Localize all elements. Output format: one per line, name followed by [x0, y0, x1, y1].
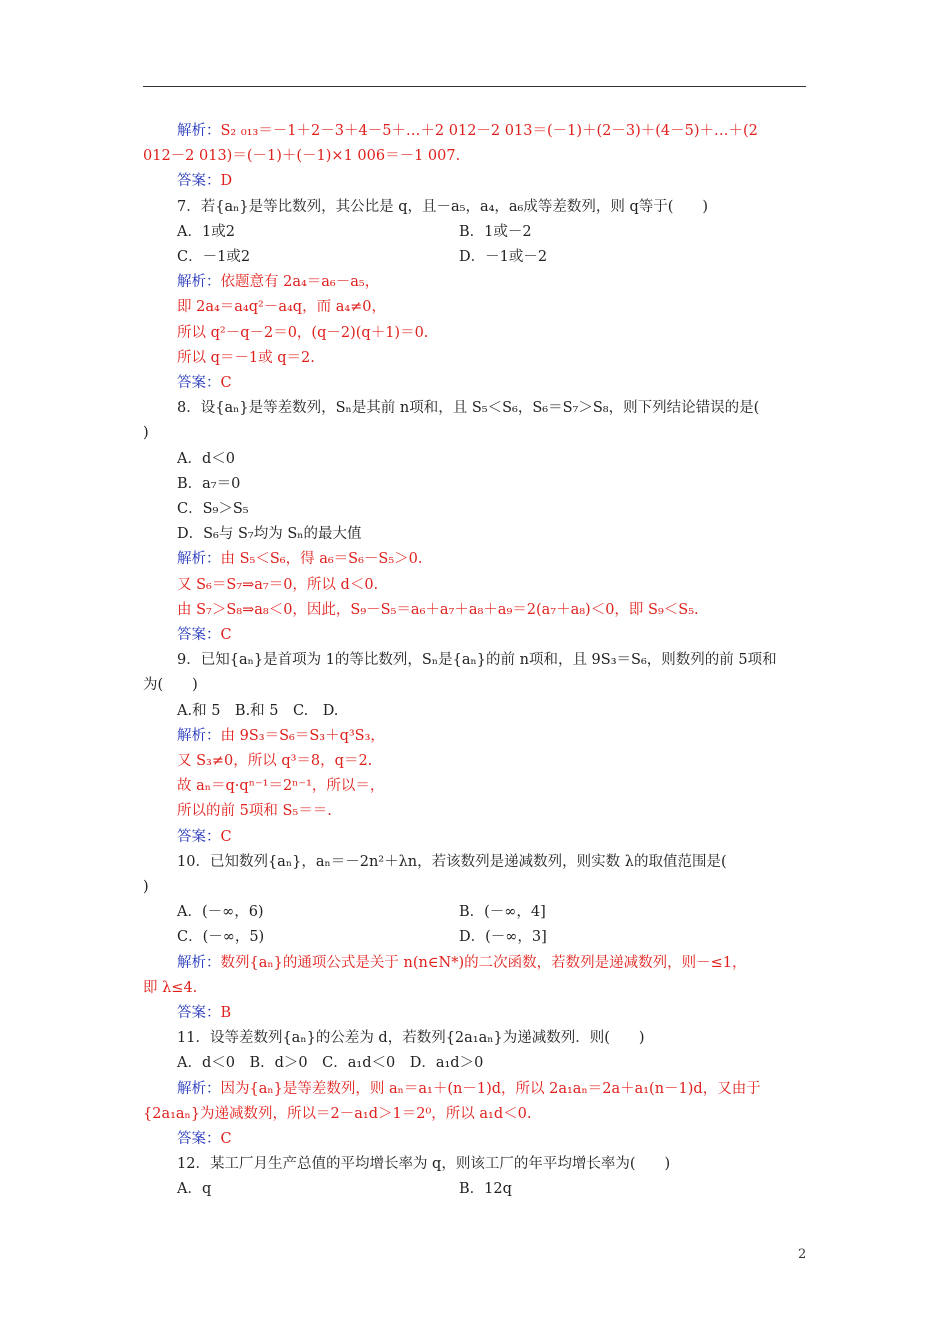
solution-text: 由 S₇＞S₈⇒a₈＜0，因此，S₉－S₅＝a₆＋a₇＋a₈＋a₉＝2(a₇＋a₈)＜0，即 S₉＜S₅. [177, 601, 699, 618]
option-text: A.和 5 B.和 5 C. D. [177, 702, 339, 719]
solution-text: 即 λ≤4. [143, 979, 198, 996]
line-opt2 [177, 927, 547, 947]
line-opt [177, 1053, 483, 1073]
solution-text: 所以 q²－q－2＝0，(q－2)(q＋1)＝0. [177, 324, 429, 341]
answer-value: B [220, 1005, 232, 1021]
answer-label: 答案： [177, 828, 221, 845]
option-right: D．－1或－2 [459, 249, 548, 265]
option-left: A．1或2 [177, 223, 235, 240]
line-qcont [143, 877, 149, 897]
solution-text: 所以的前 5项和 S₅＝＝. [177, 803, 332, 820]
line-solind [177, 776, 384, 796]
line-sol [177, 726, 385, 746]
option-text: ) [143, 879, 149, 895]
solution-text: 由 S₅＜S₆，得 a₆＝S₆－S₅＞0. [220, 551, 423, 568]
line-q [177, 1154, 670, 1174]
option-text: B．a₇＝0 [177, 475, 241, 492]
line-ans [177, 1129, 232, 1149]
answer-value: C [220, 1131, 232, 1147]
answer-value: C [220, 375, 232, 391]
solution-text: 依题意有 2a₄＝a₆－a₅， [220, 274, 380, 291]
line-ans [177, 171, 232, 191]
line-solind [177, 575, 378, 595]
solution-text: 又 S₆＝S₇⇒a₇＝0，所以 d＜0. [177, 576, 379, 593]
line-solind [177, 323, 428, 343]
option-text: A．d＜0 [177, 450, 235, 467]
question-text: 12．某工厂月生产总值的平均增长率为 q，则该工厂的年平均增长率为( ) [177, 1156, 671, 1173]
answer-label: 答案： [177, 627, 221, 643]
line-qcont [143, 423, 149, 443]
line-ans [177, 1003, 231, 1023]
question-text: 7．若{aₙ}是等比数列，其公比是 q，且－a₅，a₄，a₆成等差数列，则 q等于( ) [177, 198, 709, 215]
line-opt2 [177, 247, 548, 267]
line-opt [177, 474, 240, 494]
solution-label: 解析： [177, 274, 221, 291]
line-opt [177, 449, 235, 469]
solution-text: 数列{aₙ}的通项公式是关于 n(n∈N*)的二次函数，若数列是递减数列，则－≤1， [220, 954, 747, 971]
option-left: A．q [177, 1181, 212, 1198]
line-q [177, 398, 759, 418]
line-solind [177, 751, 372, 771]
answer-value: D [220, 173, 233, 190]
question-text: 9．已知{aₙ}是首项为 1的等比数列，Sₙ是{aₙ}的前 n项和，且 9S₃＝S₆，则数列的前 5项和 [177, 652, 777, 669]
line-opt2 [177, 902, 546, 922]
line-sol [177, 272, 379, 292]
line-sol [177, 1079, 761, 1099]
solution-text: 故 aₙ＝q·qⁿ⁻¹＝2ⁿ⁻¹，所以＝， [177, 778, 385, 795]
option-text: C．S₉＞S₅ [177, 501, 249, 517]
header-rule [143, 86, 806, 87]
line-opt [177, 499, 249, 519]
solution-text: 即 2a₄＝a₄q²－a₄q，而 a₄≠0， [177, 299, 387, 316]
line-opt2 [177, 1179, 512, 1199]
solution-text: {2a₁aₙ}为递减数列，所以＝2－a₁d＞1＝2⁰，所以 a₁d＜0. [143, 1105, 532, 1122]
solution-text: 所以 q＝－1或 q＝2. [177, 349, 315, 366]
line-q [177, 1028, 645, 1048]
option-left: C．(－∞，5) [177, 929, 265, 946]
answer-label: 答案： [177, 173, 221, 190]
solution-text: 012－2 013)＝(－1)＋(－1)×1 006＝－1 007. [143, 148, 461, 165]
line-solcont [143, 146, 460, 166]
line-solcont [143, 1104, 531, 1124]
line-q [177, 852, 727, 872]
option-left: A．(－∞，6) [177, 904, 264, 921]
line-ans [177, 373, 232, 393]
option-text: 为( ) [143, 677, 198, 694]
line-solind [177, 801, 332, 821]
line-opt2 [177, 222, 532, 242]
option-right: B．(－∞，4] [459, 904, 546, 921]
answer-value: C [220, 828, 232, 845]
line-solind [177, 600, 699, 620]
option-right: D．(－∞，3] [459, 929, 547, 946]
solution-label: 解析： [177, 1080, 221, 1097]
option-right: B．12q [459, 1181, 512, 1198]
line-opt [177, 701, 338, 721]
answer-label: 答案： [177, 1131, 221, 1147]
line-solind [177, 297, 386, 317]
line-solcont [143, 978, 197, 998]
line-ans [177, 827, 232, 847]
solution-text: 由 9S₃＝S₆＝S₃＋q³S₃， [220, 727, 385, 744]
option-text: D．S₆与 S₇均为 Sₙ的最大值 [177, 526, 362, 543]
line-ans [177, 625, 232, 645]
question-text: 8．设{aₙ}是等差数列，Sₙ是其前 n项和，且 S₅＜S₆，S₆＝S₇＞S₈，则下列结论错误的是( [177, 400, 760, 417]
page-number: 2 [798, 1247, 807, 1262]
line-qcont [143, 675, 198, 695]
question-text: 10．已知数列{aₙ}，aₙ＝－2n²＋λn，若该数列是递减数列，则实数 λ的取值范围是( [177, 853, 727, 870]
line-solind [177, 348, 315, 368]
answer-label: 答案： [177, 1005, 221, 1021]
answer-value: C [220, 627, 232, 643]
line-sol [177, 549, 423, 569]
line-q [177, 197, 708, 217]
solution-label: 解析： [177, 123, 221, 139]
line-sol [177, 953, 747, 973]
option-right: B．1或－2 [459, 223, 532, 240]
answer-label: 答案： [177, 375, 221, 391]
option-left: C．－1或2 [177, 249, 251, 265]
option-text: ) [143, 425, 149, 442]
option-text: A．d＜0 B．d＞0 C．a₁d＜0 D．a₁d＞0 [177, 1055, 484, 1072]
solution-label: 解析： [177, 954, 221, 971]
solution-label: 解析： [177, 551, 221, 568]
solution-text: 又 S₃≠0，所以 q³＝8，q＝2. [177, 753, 373, 769]
solution-text: 因为{aₙ}是等差数列，则 aₙ＝a₁＋(n－1)d，所以 2a₁aₙ＝2a＋a₁(n－1)d，又由于 [220, 1080, 761, 1097]
question-text: 11．设等差数列{aₙ}的公差为 d，若数列{2a₁aₙ}为递减数列．则( ) [177, 1030, 645, 1047]
solution-text: S₂ ₀₁₃＝－1＋2－3＋4－5＋…＋2 012－2 013＝(－1)＋(2－3)＋(4－5)＋…＋(2 [220, 123, 758, 139]
line-opt [177, 524, 362, 544]
line-q [177, 650, 777, 670]
solution-label: 解析： [177, 727, 221, 744]
line-sol [177, 121, 758, 141]
